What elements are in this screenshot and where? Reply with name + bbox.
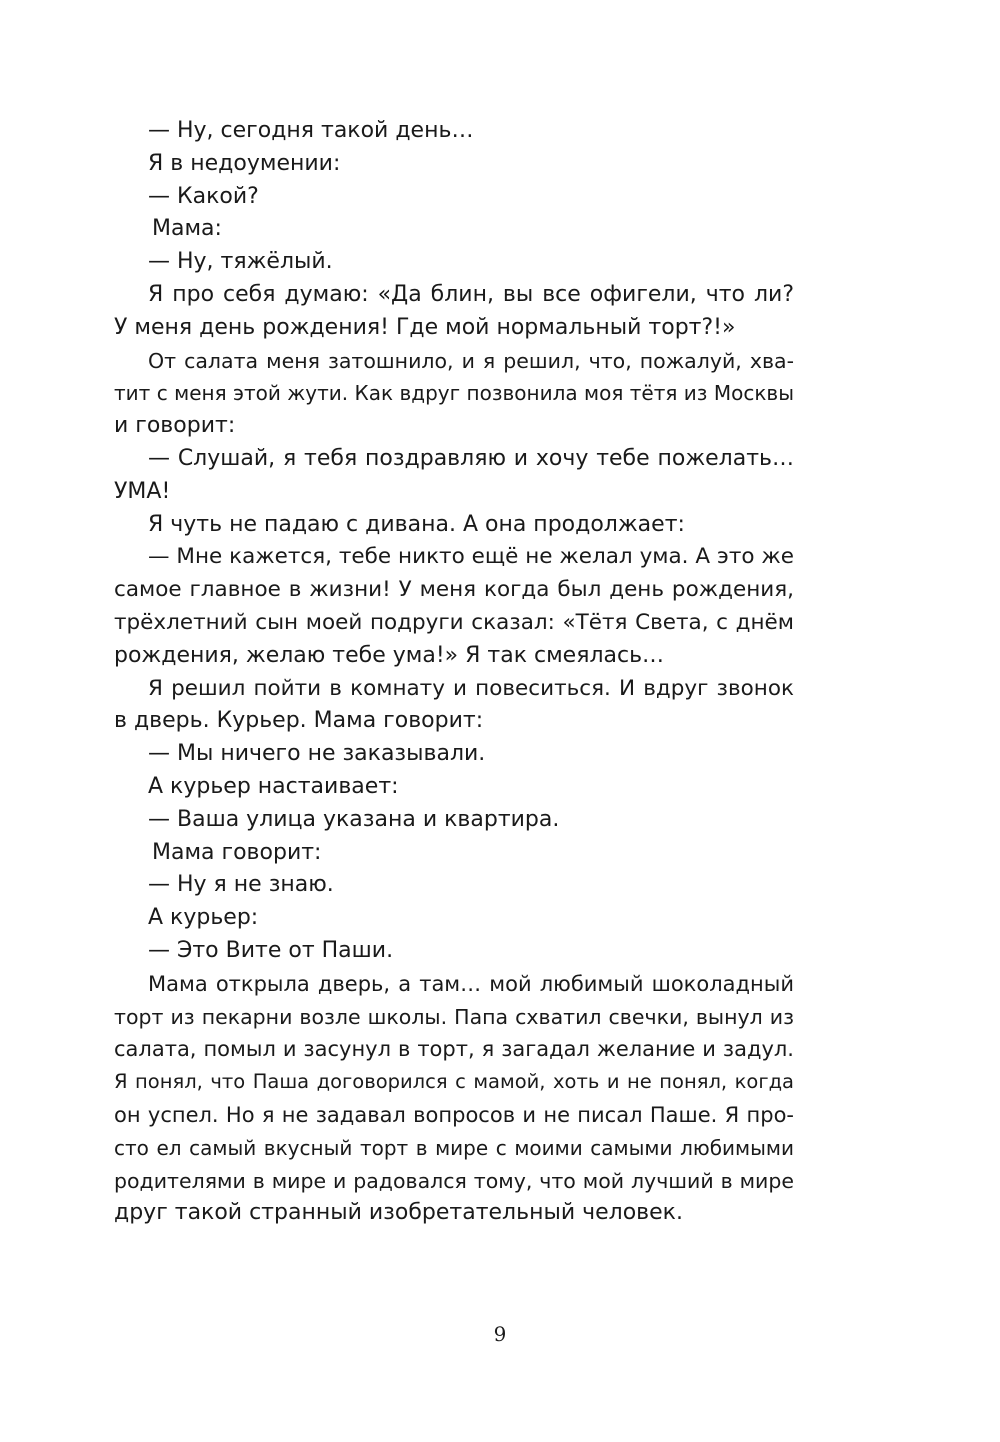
text-line: — Мы ничего не заказывали.	[148, 741, 486, 767]
page-body	[114, 115, 794, 1230]
text-line: рождения, желаю тебе ума!» Я так смеялась…	[114, 642, 665, 668]
text-line: салата, помыл и засунул в торт, я загадал желание и задул.	[114, 1037, 794, 1062]
text-line: — Какой?	[148, 183, 259, 209]
text-line: самое главное в жизни! У меня когда был день рождения,	[114, 577, 794, 603]
text-line: — Ну, тяжёлый.	[148, 249, 333, 275]
text-line: — Ну, сегодня такой день…	[148, 118, 474, 143]
text-line: А курьер настаивает:	[148, 773, 399, 799]
text-line: — Это Вите от Паши.	[148, 937, 394, 963]
text-line: в дверь. Курьер. Мама говорит:	[114, 708, 484, 734]
text-line: торт из пекарни возле школы. Папа схватил свечки, вынул из	[114, 1004, 794, 1029]
text-line: Я в недоумении:	[148, 150, 341, 176]
text-line: Мама открыла дверь, а там… мой любимый шоколадный	[148, 971, 794, 996]
text-line: сто ел самый вкусный торт в мире с моими самыми любимыми	[114, 1135, 794, 1160]
text-line: друг такой странный изобретательный человек.	[114, 1200, 683, 1226]
text-line: — Слушай, я тебя поздравляю и хочу тебе пожелать…	[148, 445, 794, 471]
text-line: Мама говорит:	[152, 839, 322, 865]
text-line: — Ну я не знаю.	[148, 872, 334, 898]
text-line: и говорит:	[114, 413, 236, 439]
text-line: От салата меня затошнило, и я решил, что, пожалуй, хва-	[148, 348, 794, 373]
text-line: трёхлетний сын моей подруги сказал: «Тётя Света, с днём	[114, 609, 794, 635]
text-line: УМА!	[114, 478, 171, 504]
text-line: Я решил пойти в комнату и повеситься. И вдруг звонок	[148, 675, 794, 701]
page-number: 9	[493, 1322, 507, 1346]
text-line: родителями в мире и радовался тому, что мой лучший в мире	[114, 1168, 794, 1193]
text-line: Я чуть не падаю с дивана. А она продолжает:	[148, 511, 685, 537]
text-line: А курьер:	[148, 905, 259, 931]
text-line: Мама:	[152, 216, 222, 242]
text-line: Я понял, что Паша договорился с мамой, хоть и не понял, когда	[114, 1070, 794, 1094]
text-line: тит с меня этой жути. Как вдруг позвонила моя тётя из Москвы	[114, 381, 794, 406]
text-line: — Ваша улица указана и квартира.	[148, 806, 560, 832]
text-line: У меня день рождения! Где мой нормальный торт?!»	[114, 314, 736, 340]
text-line: он успел. Но я не задавал вопросов и не писал Паше. Я про-	[114, 1102, 794, 1127]
text-line: — Мне кажется, тебе никто ещё не желал ума. А это же	[148, 544, 794, 570]
text-line: Я про себя думаю: «Да блин, вы все офигели, что ли?	[148, 281, 794, 307]
